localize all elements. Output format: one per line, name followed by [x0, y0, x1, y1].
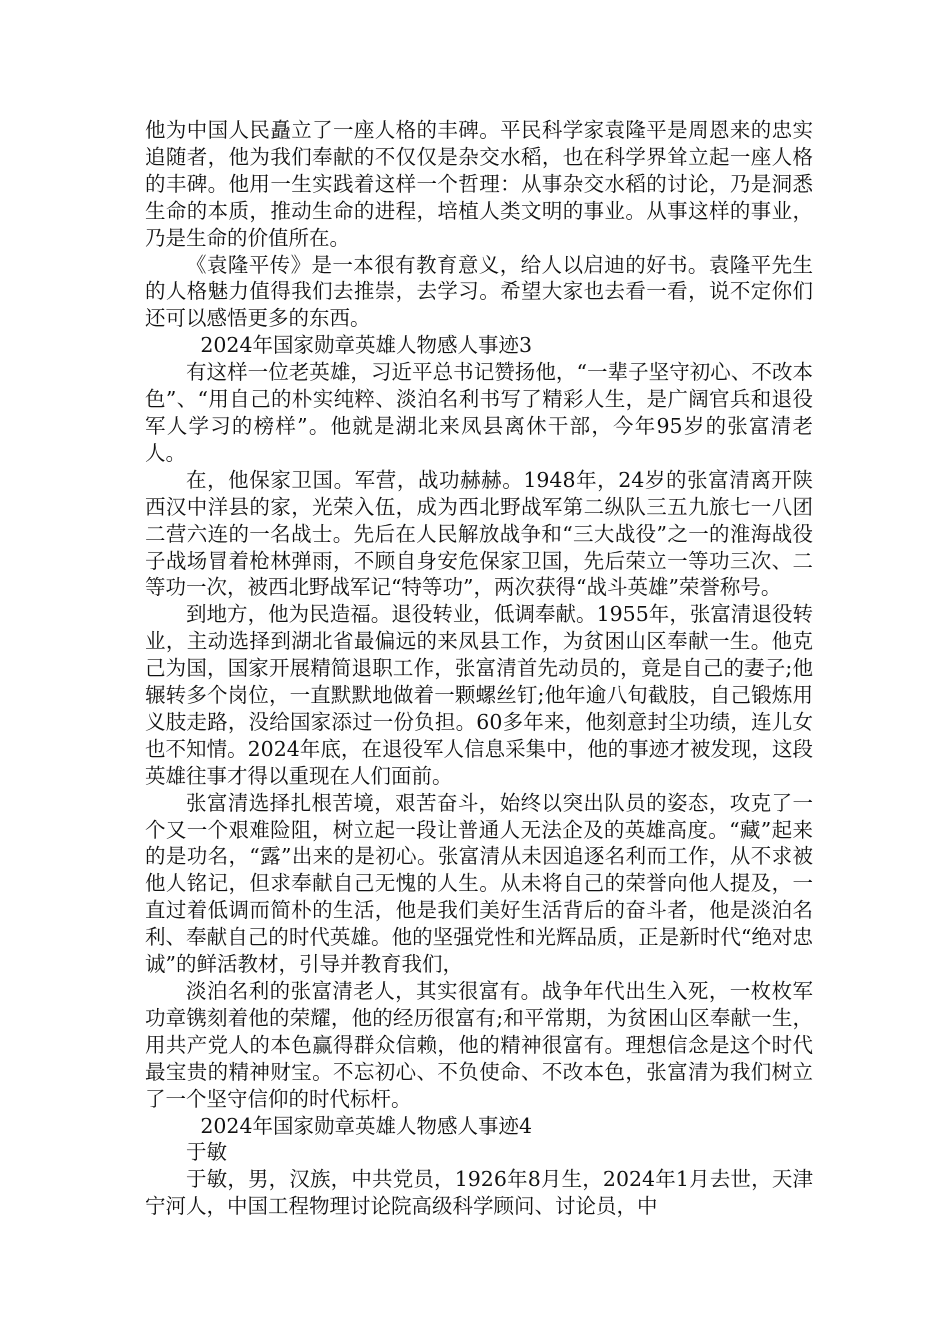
paragraph-zhang-fuqing-military: 在，他保家卫国。军营，战功赫赫。1948年，24岁的张富清离开陕西汉中洋县的家，光荣入伍，成为西北野战军第二纵队三五九旅七一八团二营六连的一名战士。先后在人民解放战争和“三大战役”之一的淮海战役子战场冒着枪林弹雨，不顾自身安危保家卫国，先后荣立一等功三次、二等功一次，被西北野战军记“特等功”，两次获得“战斗英雄”荣誉称号。: [145, 467, 813, 600]
paragraph-yu-min-name: 于敏: [186, 1140, 227, 1165]
paragraph-yu-min-bio: 于敏，男，汉族，中共党员，1926年8月生，2024年1月去世，天津宁河人，中国工程物理讨论院高级科学顾问、讨论员，中: [145, 1167, 813, 1219]
section-heading-4: 2024年国家勋章英雄人物感人事迹4: [200, 1113, 533, 1138]
paragraph-zhang-fuqing-wealth: 淡泊名利的张富清老人，其实很富有。战争年代出生入死，一枚枚军功章镌刻着他的荣耀，他的经历很富有;和平常期，为贫困山区奉献一生，用共产党人的本色赢得群众信赖，他的精神很富有。理想信念是这个时代最宝贵的精神财宝。不忘初心、不负使命、不改本色，张富清为我们树立了一个坚守信仰的时代标杆。: [145, 979, 813, 1111]
section-heading-3: 2024年国家勋章英雄人物感人事迹3: [200, 333, 533, 358]
paragraph-yuan-longping-monument: 他为中国人民矗立了一座人格的丰碑。平民科学家袁隆平是周恩来的忠实追随者，他为我们奉献的不仅仅是杂交水稻，也在科学界耸立起一座人格的丰碑。他用一生实践着这样一个哲理：从事杂交水稻的讨论，乃是洞悉生命的本质，推动生命的进程，培植人类文明的事业。从事这样的事业，乃是生命的价值所在。: [145, 118, 813, 250]
paragraph-zhang-fuqing-intro: 有这样一位老英雄，习近平总书记赞扬他，“一辈子坚守初心、不改本色”、“用自己的朴实纯粹、淡泊名利书写了精彩人生，是广阔官兵和退役军人学习的榜样”。他就是湖北来凤县离休干部，今年95岁的张富清老人。: [145, 360, 813, 465]
document-body: [145, 117, 813, 1220]
paragraph-book-recommendation: 《袁隆平传》是一本很有教育意义，给人以启迪的好书。袁隆平先生的人格魅力值得我们去推崇，去学习。希望大家也去看一看，说不定你们还可以感悟更多的东西。: [145, 252, 813, 331]
paragraph-zhang-fuqing-spirit: 张富清选择扎根苦境，艰苦奋斗，始终以突出队员的姿态，攻克了一个又一个艰难险阻，树立起一段让普通人无法企及的英雄高度。“藏”起来的是功名，“露”出来的是初心。张富清从未因追逐名利而工作，从不求被他人铭记，但求奉献自己无愧的人生。从未将自己的荣誉向他人提及，一直过着低调而简朴的生活，他是我们美好生活背后的奋斗者，他是淡泊名利、奉献自己的时代英雄。他的坚强党性和光辉品质，正是新时代“绝对忠诚”的鲜活教材，引导并教育我们，: [145, 790, 813, 977]
paragraph-zhang-fuqing-civilian: 到地方，他为民造福。退役转业，低调奉献。1955年，张富清退役转业，主动选择到湖北省最偏远的来凤县工作，为贫困山区奉献一生。他克己为国，国家开展精简退职工作，张富清首先动员的，竟是自己的妻子;他辗转多个岗位，一直默默地做着一颗螺丝钉;他年逾八旬截肢，自己锻炼用义肢走路，没给国家添过一份负担。60多年来，他刻意封尘功绩，连儿女也不知情。2024年底，在退役军人信息采集中，他的事迹才被发现，这段英雄往事才得以重现在人们面前。: [145, 602, 813, 788]
